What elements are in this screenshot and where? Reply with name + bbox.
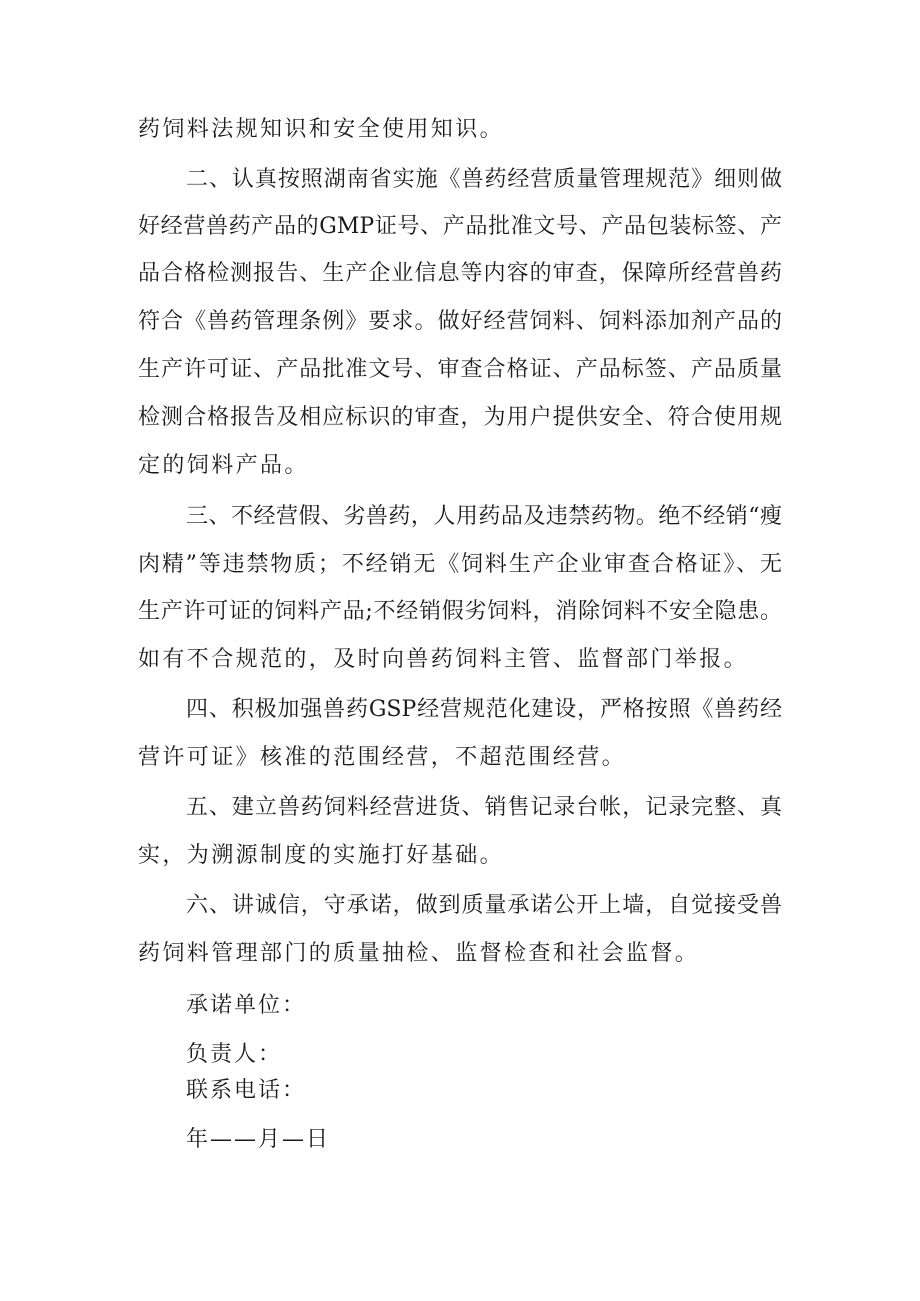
- paragraph-line: 品合格检测报告、生产企业信息等内容的审查，保障所经营兽药: [138, 261, 782, 286]
- paragraph-line: 营许可证》核准的范围经营，不超范围经营。: [138, 745, 627, 770]
- paragraph-line: 三、不经营假、劣兽药，人用药品及违禁药物。绝不经销“瘦: [186, 504, 782, 529]
- paragraph-line: 生产许可证、产品批准文号、审查合格证、产品标签、产品质量: [138, 357, 782, 382]
- paragraph-line: 生产许可证的饲料产品;不经销假劣饲料，消除饲料不安全隐患。: [138, 599, 782, 624]
- signature-person-label: 负责人：: [186, 1042, 283, 1067]
- signature-date-label: 年——月—日: [186, 1127, 331, 1152]
- paragraph-line: 好经营兽药产品的GMP证号、产品批准文号、产品包装标签、产: [138, 214, 782, 239]
- paragraph-line: 肉精”等违禁物质；不经销无《饲料生产企业审查合格证》、无: [138, 552, 782, 577]
- paragraph-line: 如有不合规范的，及时向兽药饲料主管、监督部门举报。: [138, 647, 749, 672]
- paragraph-line: 六、讲诚信，守承诺，做到质量承诺公开上墙，自觉接受兽: [186, 893, 782, 918]
- signature-phone-label: 联系电话：: [186, 1078, 307, 1103]
- paragraph-line: 四、积极加强兽药GSP经营规范化建设，严格按照《兽药经: [186, 697, 782, 722]
- paragraph-line: 实，为溯源制度的实施打好基础。: [138, 843, 505, 868]
- signature-unit-label: 承诺单位：: [186, 993, 307, 1018]
- paragraph-line: 药饲料管理部门的质量抽检、监督检查和社会监督。: [138, 941, 700, 966]
- paragraph-line: 药饲料法规知识和安全使用知识。: [138, 117, 505, 142]
- paragraph-line: 五、建立兽药饲料经营进货、销售记录台帐，记录完整、真: [186, 795, 782, 820]
- paragraph-line: 检测合格报告及相应标识的审查，为用户提供安全、符合使用规: [138, 405, 782, 430]
- paragraph-line: 符合《兽药管理条例》要求。做好经营饲料、饲料添加剂产品的: [138, 309, 782, 334]
- paragraph-line: 二、认真按照湖南省实施《兽药经营质量管理规范》细则做: [186, 167, 782, 192]
- paragraph-line: 定的饲料产品。: [138, 453, 309, 478]
